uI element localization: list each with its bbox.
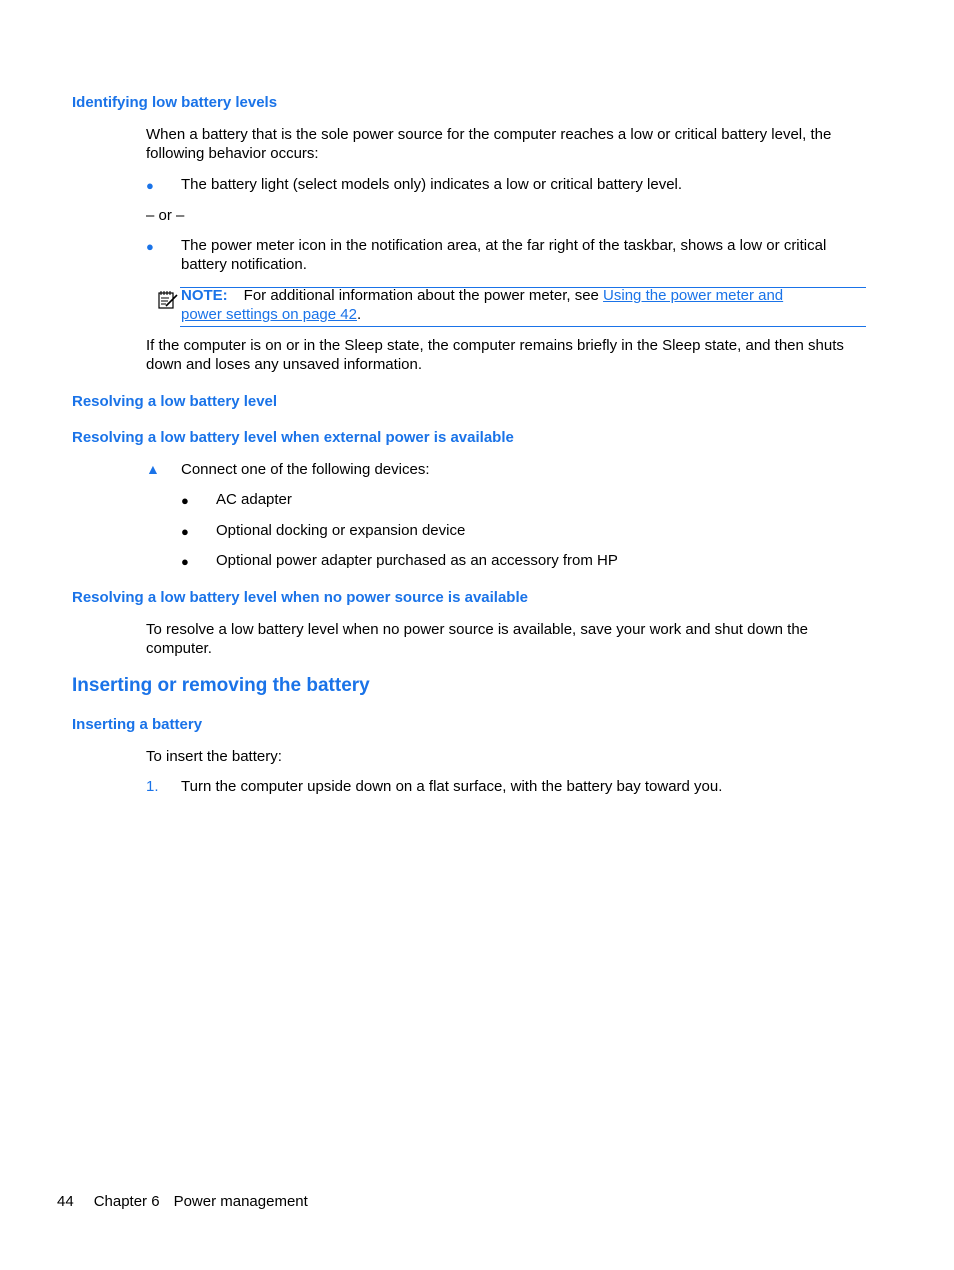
external-power-step: Connect one of the following devices: bbox=[181, 461, 430, 478]
chapter-title: Power management bbox=[173, 1193, 308, 1210]
page-number: 44 bbox=[57, 1193, 74, 1210]
bullet-icon: ● bbox=[181, 524, 189, 539]
heading-inserting-removing-battery: Inserting or removing the battery bbox=[72, 675, 370, 696]
step-number: 1. bbox=[146, 778, 159, 795]
bullet-icon: ● bbox=[146, 178, 154, 193]
or-separator: – or – bbox=[146, 207, 185, 224]
note-end: . bbox=[356, 306, 362, 323]
no-power-source-text: To resolve a low battery level when no power source is available, save your work and shut down the computer. bbox=[146, 621, 809, 657]
power-meter-link-continued[interactable]: power settings on page 42 bbox=[181, 306, 357, 323]
heading-no-power-source: Resolving a low battery level when no power source is available bbox=[72, 589, 528, 606]
note-text bbox=[181, 286, 861, 324]
bullet-icon: ● bbox=[181, 493, 189, 508]
heading-external-power-available: Resolving a low battery level when external power is available bbox=[72, 429, 514, 446]
chapter-label: Chapter 6 bbox=[93, 1193, 160, 1210]
bullet-icon: ● bbox=[181, 554, 189, 569]
heading-inserting-a-battery: Inserting a battery bbox=[72, 716, 203, 733]
insert-battery-intro: To insert the battery: bbox=[146, 748, 282, 765]
note-body: For additional information about the power meter, see bbox=[243, 287, 604, 304]
device-item-3: Optional power adapter purchased as an accessory from HP bbox=[216, 552, 618, 569]
section1-outro: If the computer is on or in the Sleep state, the computer remains briefly in the Sleep state, and then shuts down and loses any unsaved information. bbox=[146, 337, 844, 373]
page-footer bbox=[57, 1192, 308, 1211]
device-item-1: AC adapter bbox=[216, 491, 292, 508]
device-item-2: Optional docking or expansion device bbox=[216, 522, 466, 539]
step-triangle-icon: ▲ bbox=[146, 461, 160, 477]
heading-resolving-low-battery-level: Resolving a low battery level bbox=[72, 393, 278, 410]
power-meter-link[interactable]: Using the power meter and bbox=[603, 287, 784, 304]
note-icon bbox=[157, 290, 179, 310]
heading-identifying-low-battery-levels: Identifying low battery levels bbox=[72, 94, 278, 111]
insert-battery-step-1: Turn the computer upside down on a flat surface, with the battery bay toward you. bbox=[181, 778, 723, 795]
section1-bullet2: The power meter icon in the notification area, at the far right of the taskbar, shows a low or critical battery notification. bbox=[181, 237, 827, 273]
note-label: NOTE: bbox=[181, 287, 228, 304]
bullet-icon: ● bbox=[146, 239, 154, 254]
section1-intro: When a battery that is the sole power source for the computer reaches a low or critical battery level, the following behavior occurs: bbox=[146, 126, 832, 162]
section1-bullet1: The battery light (select models only) indicates a low or critical battery level. bbox=[181, 176, 683, 193]
